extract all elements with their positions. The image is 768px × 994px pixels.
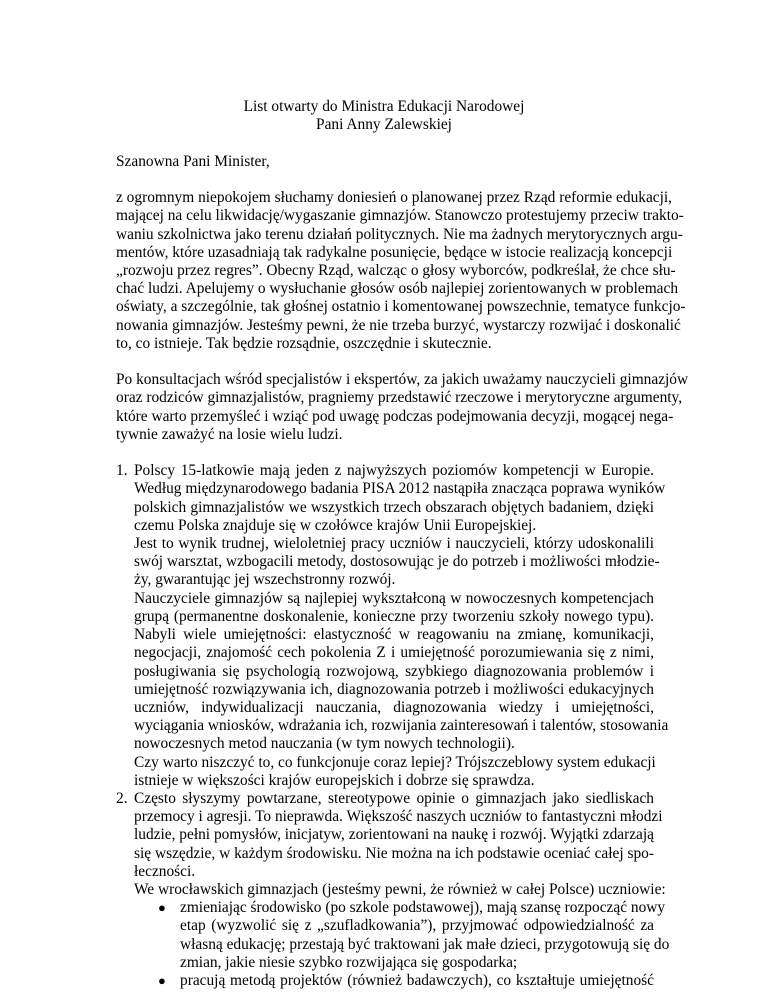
text-line: Po konsultacjach wśród specjalistów i ekspertów, za jakich uważamy nauczycieli gimnazjów xyxy=(116,371,689,389)
text-line: tywnie zaważyć na losie wielu ludzi. xyxy=(116,425,343,443)
text-line: mentów, które uzasadniają tak radykalne posunięcie, będące w istocie realizacją koncepcji xyxy=(116,243,673,261)
text-line: posługiwania się psychologią rozwojową, szybkiego diagnozowania problemów i xyxy=(134,662,654,680)
text-line: ludzie, pełni pomysłów, inicjatyw, zorientowani na naukę i rozwój. Wyjątki zdarzają xyxy=(134,826,654,844)
text-line: Polscy 15-latkowie mają jeden z najwyższych poziomów kompetencji w Europie. xyxy=(134,462,654,480)
text-line: które warto przemyśleć i wziąć pod uwagę podczas podejmowania decyzji, mogącej nega- xyxy=(116,407,674,425)
letter-title: List otwarty do Ministra Edukacji Narodowej xyxy=(243,98,525,115)
text-line: swój warsztat, wzbogacili metody, dostosowując je do potrzeb i możliwości młodzie- xyxy=(134,553,660,571)
text-line: Nabyli wiele umiejętności: elastyczność w reagowaniu na zmianę, komunikacji, xyxy=(134,626,654,643)
letter-addressee: Pani Anny Zalewskiej xyxy=(316,116,452,134)
text-line: Nauczyciele gimnazjów są najlepiej wykształconą w nowoczesnych kompetencjach xyxy=(134,589,654,607)
text-line: We wrocławskich gimnazjach (jesteśmy pewni, że również w całej Polsce) uczniowie: xyxy=(134,881,666,898)
text-line: łeczności. xyxy=(134,862,196,880)
text-line: zmieniając środowisko (po szkole podstawowej), mają szansę rozpocząć nowy xyxy=(180,899,666,917)
text-line: oświaty, a szczególnie, tak głośnej ostatnio i komentowanej powszechnie, tematyce funkcjo- xyxy=(116,298,686,316)
text-line: się wszędzie, w każdym środowisku. Nie można na ich podstawie oceniać całej spo- xyxy=(134,844,654,862)
text-line: Czy warto niszczyć to, co funkcjonuje coraz lepiej? Trójszczeblowy system edukacji xyxy=(134,753,656,771)
text-line: waniu szkolnictwa jako terenu działań politycznych. Nie ma żadnych merytorycznych argu- xyxy=(116,225,683,243)
list-number: 1. xyxy=(116,462,128,480)
text-line: nowania gimnazjów. Jesteśmy pewni, że nie trzeba burzyć, wystarczy rozwijać i doskonalić xyxy=(116,316,681,334)
text-line: własną edukację; przestają być traktowani jak małe dzieci, przygotowują się do xyxy=(180,935,670,953)
text-line: umiejętność rozwiązywania ich, diagnozowania potrzeb i możliwości edukacyjnych xyxy=(134,680,654,698)
text-line: ży, gwarantując jej wszechstronny rozwój. xyxy=(134,571,396,589)
text-line: Według międzynarodowego badania PISA 2012 nastąpiła znacząca poprawa wyników xyxy=(134,480,666,498)
bullet-icon: ● xyxy=(158,900,166,916)
list-number: 2. xyxy=(116,789,128,807)
text-line: etap (wyzwolić się z „szufladkowania”), przyjmować odpowiedzialność za xyxy=(180,917,654,935)
salutation: Szanowna Pani Minister, xyxy=(116,152,270,170)
text-line: czemu Polska znajduje się w czołówce krajów Unii Europejskiej. xyxy=(134,516,537,534)
text-line: wyciągania wniosków, wdrażania ich, rozwijania zainteresowań i talentów, stosowania xyxy=(134,717,669,735)
text-line: nowoczesnych metod nauczania (w tym nowych technologii). xyxy=(134,735,515,753)
text-line: „rozwoju przez regres”. Obecny Rząd, walcząc o głosy wyborców, podkreślał, że chce słu- xyxy=(116,261,676,279)
text-line: mającej na celu likwidację/wygaszanie gimnazjów. Stanowczo protestujemy przeciw trakto- xyxy=(116,207,684,225)
text-line: z ogromnym niepokojem słuchamy doniesień o planowanej przez Rząd reformie edukacji, xyxy=(116,189,673,206)
text-line: polskich gimnazjalistów we wszystkich trzech obszarach objętych badaniem, dzięki xyxy=(134,498,654,516)
bullet-icon: ● xyxy=(158,973,166,988)
text-line: Jest to wynik trudnej, wieloletniej pracy uczniów i nauczycieli, którzy udoskonalili xyxy=(134,535,654,552)
text-line: chać ludzi. Apelujemy o wysłuchanie głosów osób najlepiej zorientowanych w problemach xyxy=(116,280,679,298)
text-line: uczniów, indywidualizacji nauczania, diagnozowania wiedzy i umiejętności, xyxy=(134,698,654,716)
text-line: zmian, jakie niesie szybko rozwijająca się gospodarka; xyxy=(180,953,518,971)
text-line: grupą (permanentne doskonalenie, konieczne przy tworzeniu szkoły nowego typu). xyxy=(134,607,654,625)
text-line: przemocy i agresji. To nieprawda. Większość naszych uczniów to fantastyczni młodzi xyxy=(134,808,663,826)
text-line: negocjacji, znajomość cech pokolenia Z i umiejętność porozumiewania się z nimi, xyxy=(134,644,654,662)
text-line: to, co istnieje. Tak będzie rozsądnie, oszczędnie i skutecznie. xyxy=(116,334,492,352)
text-line: oraz rodziców gimnazjalistów, pragniemy przedstawić rzeczowe i merytoryczne argumenty, xyxy=(116,389,683,407)
text-line: istnieje w większości krajów europejskich i dobrze się sprawdza. xyxy=(134,771,535,789)
text-line: pracują metodą projektów (również badawczych), co kształtuje umiejętność xyxy=(180,972,654,989)
text-line: Często słyszymy powtarzane, stereotypowe opinie o gimnazjach jako siedliskach xyxy=(134,789,654,807)
